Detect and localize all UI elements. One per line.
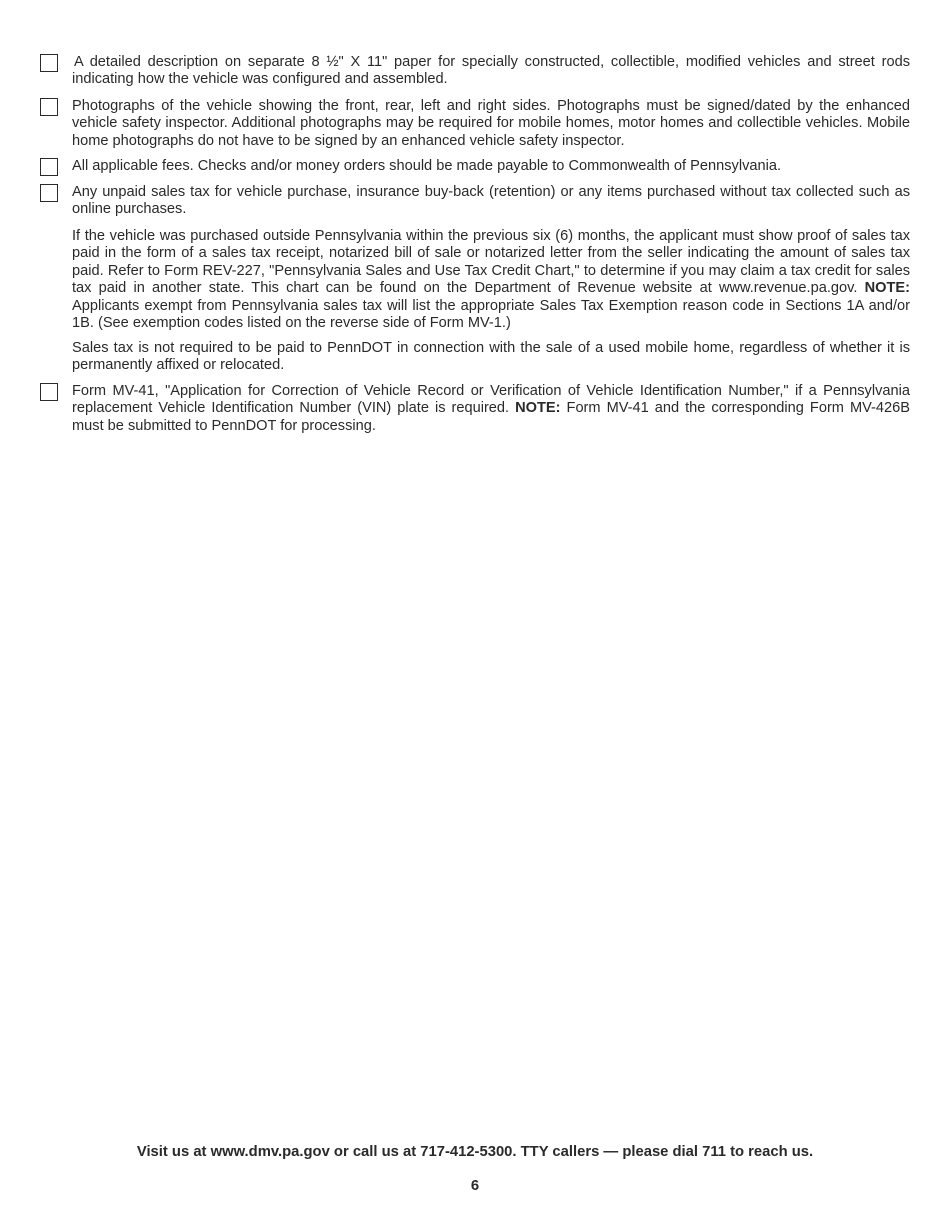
checkbox[interactable] [40, 383, 58, 401]
item-text: A detailed description on separate 8 ½" X 11" paper for specially constructed, collectible, modified vehicles and street rods indicating how the vehicle was configured and assembled. [72, 54, 910, 88]
checklist-item-sales-tax [40, 184, 910, 219]
checklist-item-photographs [40, 98, 910, 150]
checklist-item-description [40, 54, 910, 89]
item-text-before: Form MV-41, "Application for Correction of Vehicle Record or Verification of Vehicle Identification Number," if a Pennsylvania replacement Vehicle Identification Number (VIN) plate is required. [72, 383, 910, 417]
paragraph-text: Sales tax is not required to be paid to PennDOT in connection with the sale of a used mobile home, regardless of whether it is permanently affixed or relocated. [72, 340, 910, 374]
checkbox[interactable] [40, 184, 58, 202]
item-text [72, 383, 910, 435]
checklist-item-mv41 [40, 383, 910, 435]
checkbox[interactable] [40, 98, 58, 116]
checkbox[interactable] [40, 158, 58, 176]
item-text: All applicable fees. Checks and/or money orders should be made payable to Commonwealth of Pennsylvania. [72, 158, 782, 174]
paragraph-text-after: Applicants exempt from Pennsylvania sales tax will list the appropriate Sales Tax Exemption reason code in Sections 1A and/or 1B. (See exemption codes listed on the reverse side of Form MV-1.) [72, 297, 910, 332]
footer-contact: Visit us at www.dmv.pa.gov or call us at 717-412-5300. TTY callers — please dial 711 to reach us. [136, 1144, 814, 1160]
checklist-item-fees [40, 158, 910, 175]
item-text-after: Form MV-41 and the corresponding Form MV-426B must be submitted to PennDOT for processing. [72, 400, 910, 434]
mobile-home-paragraph [40, 340, 910, 375]
paragraph-text [72, 228, 910, 332]
item-text: Photographs of the vehicle showing the front, rear, left and right sides. Photographs must be signed/dated by the enhanced vehicle safety inspector. Additional photographs may be required for mobile homes, motor homes and collectible vehicles. Mobile home photographs do not have to be signed by an enhanced vehicle safety inspector. [72, 98, 910, 149]
checkbox[interactable] [40, 54, 58, 72]
paragraph-text-before: If the vehicle was purchased outside Pennsylvania within the previous six (6) months, the applicant must show proof of sales tax paid in the form of a sales tax receipt, notarized bill of sale or notarized letter from the seller indicating the amount of sales tax paid. Refer to Form REV-227, "Pennsylvania Sales and Use Tax Credit Chart," to determine if you may claim a tax credit for sales tax paid in another state. This chart can be found on the Department of Revenue website at www.revenue.pa.gov. [72, 228, 910, 297]
item-text: Any unpaid sales tax for vehicle purchase, insurance buy-back (retention) or any items purchased without tax collected such as online purchases. [72, 184, 910, 218]
note-label: NOTE: [864, 280, 910, 297]
page-number: 6 [470, 1178, 480, 1194]
note-label: NOTE: [515, 400, 561, 417]
sales-tax-paragraph [40, 228, 910, 332]
